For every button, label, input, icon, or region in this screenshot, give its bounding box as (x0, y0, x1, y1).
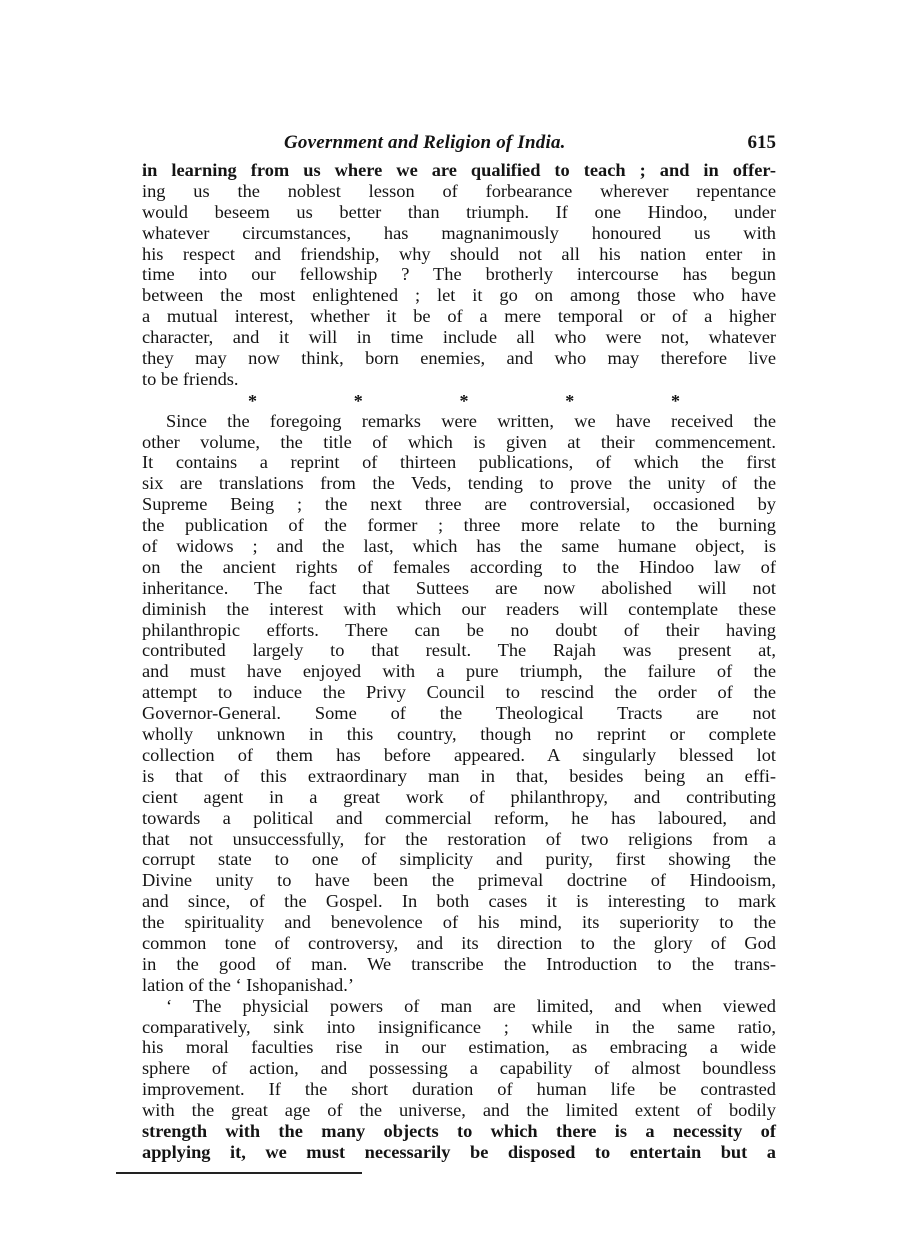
text-line: his respect and friendship, why should not all his nation enter in (142, 243, 776, 264)
text-line: between the most enlightened ; let it go on among those who have (142, 285, 776, 306)
text-line: and since, of the Gospel. In both cases it is interesting to mark (142, 891, 776, 912)
text-line: corrupt state to one of simplicity and purity, first showing the (142, 849, 776, 870)
paragraph-1 (142, 160, 776, 390)
text-line: is that of this extraordinary man in that, besides being an effi- (142, 765, 776, 786)
text-line: common tone of controversy, and its direction to the glory of God (142, 932, 776, 953)
text-line: Since the foregoing remarks were written, we have received the (166, 410, 776, 431)
bottom-rule (116, 1172, 362, 1174)
text-line: with the great age of the universe, and the limited extent of bodily (142, 1100, 776, 1121)
text-line: towards a political and commercial reform, he has laboured, and (142, 807, 776, 828)
text-line: diminish the interest with which our readers will contemplate these (142, 598, 776, 619)
text-line: philanthropic efforts. There can be no doubt of their having (142, 619, 776, 640)
asterisk: * (248, 390, 257, 411)
text-line: they may now think, born enemies, and who may therefore live (142, 348, 776, 369)
asterisk: * (565, 390, 575, 411)
text-line: in the good of man. We transcribe the Introduction to the trans- (142, 953, 776, 974)
text-line: the publication of the former ; three more relate to the burning (142, 515, 776, 536)
text-line: on the ancient rights of females according to the Hindoo law of (142, 556, 776, 577)
text-line: his moral faculties rise in our estimation, as embracing a wide (142, 1037, 776, 1058)
paragraph-2 (142, 411, 776, 996)
text-line: Governor-General. Some of the Theological Tracts are not (142, 703, 776, 724)
text-line: strength with the many objects to which there is a necessity of (142, 1120, 776, 1141)
body-text (142, 160, 776, 1163)
text-line: lation of the ‘ Ishopanishad.’ (142, 974, 354, 995)
text-line: that not unsuccessfully, for the restoration of two religions from a (142, 828, 776, 849)
asterisk: * (459, 390, 469, 411)
text-line: ‘ The physicial powers of man are limited, and when viewed (166, 995, 776, 1016)
text-line: and must have enjoyed with a pure triumph, the failure of the (142, 661, 776, 682)
text-line: whatever circumstances, has magnanimously honoured us with (142, 222, 776, 243)
text-line: Supreme Being ; the next three are controversial, occasioned by (142, 494, 776, 515)
text-line: six are translations from the Veds, tending to prove the unity of the (142, 473, 776, 494)
text-line: comparatively, sink into insignificance ; while in the same ratio, (142, 1016, 776, 1037)
text-line: a mutual interest, whether it be of a mere temporal or of a higher (142, 306, 776, 327)
text-line: contributed largely to that result. The Rajah was present at, (142, 640, 776, 661)
text-line: It contains a reprint of thirteen publications, of which the first (142, 452, 776, 473)
text-line: other volume, the title of which is given at their commencement. (142, 431, 776, 452)
asterisk: * (353, 390, 363, 411)
section-break-asterisks (142, 390, 776, 411)
page-header (140, 128, 776, 158)
text-line: inheritance. The fact that Suttees are now abolished will not (142, 577, 776, 598)
text-line: time into our fellowship ? The brotherly intercourse has begun (142, 264, 776, 285)
text-line: ing us the noblest lesson of forbearance wherever repentance (142, 180, 776, 201)
text-line: collection of them has before appeared. A singularly blessed lot (142, 744, 776, 765)
paragraph-3-quotation (142, 996, 776, 1163)
text-line: of widows ; and the last, which has the same humane object, is (142, 536, 776, 557)
text-line: in learning from us where we are qualified to teach ; and in offer- (142, 160, 776, 180)
text-line: Divine unity to have been the primeval doctrine of Hindooism, (142, 870, 776, 891)
page-number: 615 (747, 132, 776, 153)
text-line: sphere of action, and possessing a capability of almost boundless (142, 1058, 776, 1079)
asterisk: * (671, 390, 680, 411)
text-line: to be friends. (142, 368, 239, 389)
text-line: cient agent in a great work of philanthropy, and contributing (142, 786, 776, 807)
text-line: applying it, we must necessarily be disposed to entertain but a (142, 1141, 776, 1162)
text-line: improvement. If the short duration of human life be contrasted (142, 1079, 776, 1100)
text-line: would beseem us better than triumph. If one Hindoo, under (142, 201, 776, 222)
text-line: attempt to induce the Privy Council to rescind the order of the (142, 682, 776, 703)
running-title: Government and Religion of India. (284, 132, 566, 153)
text-line: character, and it will in time include all who were not, whatever (142, 327, 776, 348)
text-line: the spirituality and benevolence of his mind, its superiority to the (142, 912, 776, 933)
text-line: wholly unknown in this country, though no reprint or complete (142, 724, 776, 745)
